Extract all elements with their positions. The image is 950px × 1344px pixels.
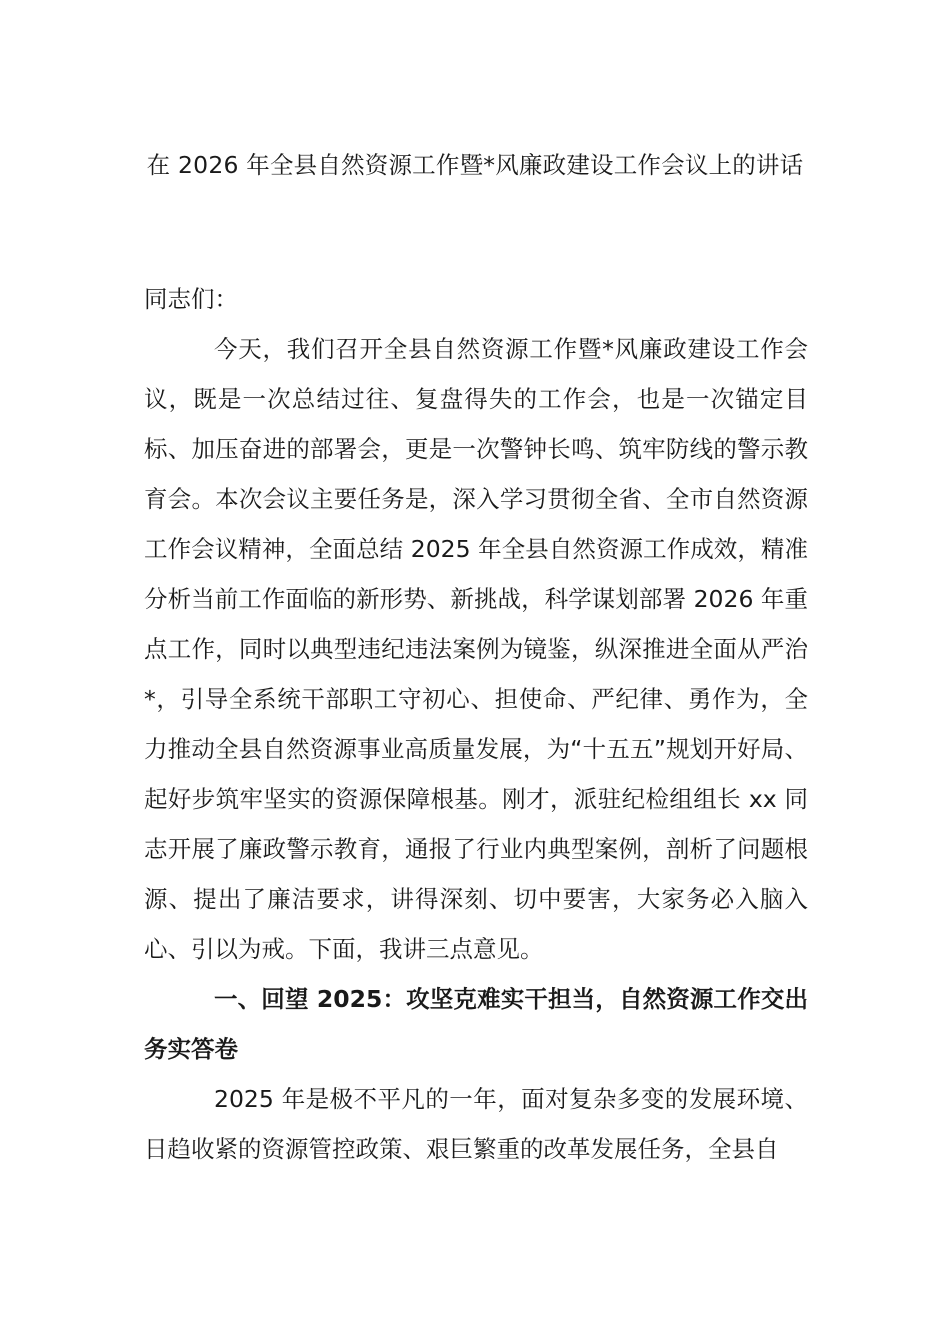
salutation: 同志们： <box>144 285 238 313</box>
document-body <box>144 274 808 1174</box>
document-title: 在 2026 年全县自然资源工作暨*风廉政建设工作会议上的讲话 <box>146 151 804 179</box>
section-heading-1: 一、回望 2025：攻坚克难实干担当，自然资源工作交出务实答卷 <box>144 985 808 1063</box>
paragraph-opening: 今天，我们召开全县自然资源工作暨*风廉政建设工作会议，既是一次总结过往、复盘得失的工作会，也是一次锚定目标、加压奋进的部署会，更是一次警钟长鸣、筑牢防线的警示教育会。本次会议主要任务是，深入学习贯彻全省、全市自然资源工作会议精神，全面总结 2025 年全县自然资源工作成效，精准分析当前工作面临的新形势、新挑战，科学谋划部署 2026 年重点工作，同时以典型违纪违法案例为镜鉴，纵深推进全面从严治*，引导全系统干部职工守初心、担使命、严纪律、勇作为，全力推动全县自然资源事业高质量发展，为“十五五”规划开好局、起好步筑牢坚实的资源保障根基。刚才，派驻纪检组组长 xx 同志开展了廉政警示教育，通报了行业内典型案例，剖析了问题根源、提出了廉洁要求，讲得深刻、切中要害，大家务必入脑入心、引以为戒。下面，我讲三点意见。 <box>144 335 808 963</box>
paragraph-review-2025: 2025 年是极不平凡的一年，面对复杂多变的发展环境、日趋收紧的资源管控政策、艰巨繁重的改革发展任务，全县自 <box>144 1085 808 1163</box>
